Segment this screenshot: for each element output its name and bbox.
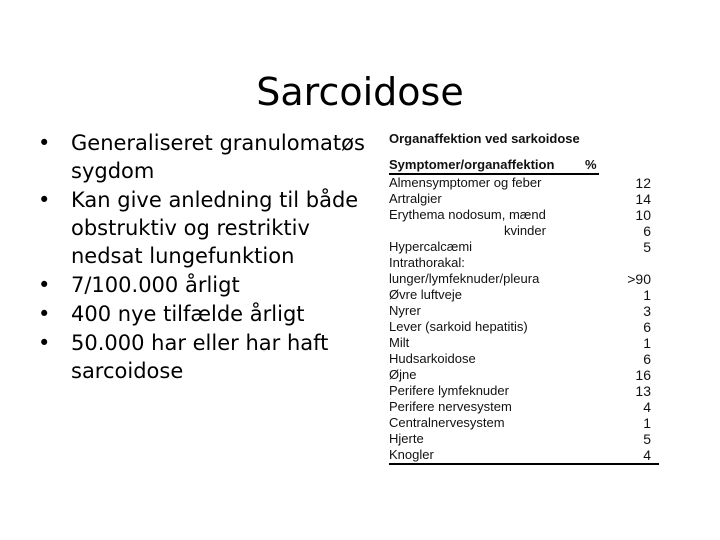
row-value: 5 [643, 431, 651, 447]
table-row [389, 319, 659, 335]
bullet-item: • Kan give anledning til både obstruktiv og restriktiv nedsat lungefunktion [38, 186, 368, 270]
bullet-item: • 7/100.000 årligt [38, 271, 368, 299]
table-row [389, 255, 659, 271]
table-row [389, 191, 659, 207]
row-value: 5 [643, 239, 651, 255]
row-label: Perifere lymfeknuder [389, 383, 509, 398]
slide-title: Sarcoidose [256, 70, 464, 115]
bullet-item: • Generaliseret granulomatøs sygdom [38, 129, 368, 185]
row-value: 1 [643, 415, 651, 431]
row-value: 3 [643, 303, 651, 319]
table-row [389, 287, 659, 303]
row-value: 6 [643, 223, 651, 239]
row-value: 14 [635, 191, 651, 207]
table-header-row [389, 156, 599, 175]
header-percent: % [585, 157, 597, 172]
table-row [389, 271, 659, 287]
row-label: Hypercalcæmi [389, 239, 473, 254]
table-row [389, 303, 659, 319]
table-row [389, 367, 659, 383]
row-value: 1 [643, 335, 651, 351]
row-value: 10 [635, 207, 651, 223]
row-label: Erythema nodosum, mænd [389, 207, 546, 222]
row-label: Øjne [389, 367, 417, 382]
row-value: 6 [643, 351, 651, 367]
table-row [389, 239, 659, 255]
table-row [389, 415, 659, 431]
row-label: kvinder [504, 223, 546, 238]
row-value: 1 [643, 287, 651, 303]
table-row [389, 383, 659, 399]
bullet-item: • 400 nye tilfælde årligt [38, 300, 368, 328]
organ-affection-table [389, 131, 659, 465]
row-label: Milt [389, 335, 410, 350]
row-label: Hudsarkoidose [389, 351, 476, 366]
row-label: Perifere nervesystem [389, 399, 512, 414]
row-label: Intrathorakal: [389, 255, 465, 270]
row-value: 6 [643, 319, 651, 335]
row-label: Artralgier [389, 191, 442, 206]
table-row [389, 431, 659, 447]
row-label: Knogler [389, 447, 434, 462]
row-label: Hjerte [389, 431, 424, 446]
table-row [389, 335, 659, 351]
table-row [389, 175, 659, 191]
table-row [389, 447, 659, 463]
row-label: lunger/lymfeknuder/pleura [389, 271, 540, 286]
row-label: Nyrer [389, 303, 421, 318]
row-value: 4 [643, 399, 651, 415]
row-value: >90 [627, 271, 651, 287]
table-title: Organaffektion ved sarkoidose [389, 131, 580, 146]
bullet-item: • 50.000 har eller har haft sarcoidose [38, 329, 368, 385]
bullet-list [38, 129, 368, 386]
row-value: 12 [635, 175, 651, 191]
row-value: 16 [635, 367, 651, 383]
table-row [389, 399, 659, 415]
table-body [389, 175, 659, 465]
row-value: 13 [635, 383, 651, 399]
row-label: Lever (sarkoid hepatitis) [389, 319, 528, 334]
table-row [389, 207, 659, 223]
row-label: Øvre luftveje [389, 287, 462, 302]
row-label: Centralnervesystem [389, 415, 505, 430]
row-value: 4 [643, 447, 651, 463]
row-label: Almensymptomer og feber [389, 175, 542, 190]
header-label: Symptomer/organaffektion [389, 157, 555, 172]
table-row [389, 223, 659, 239]
table-row [389, 351, 659, 367]
